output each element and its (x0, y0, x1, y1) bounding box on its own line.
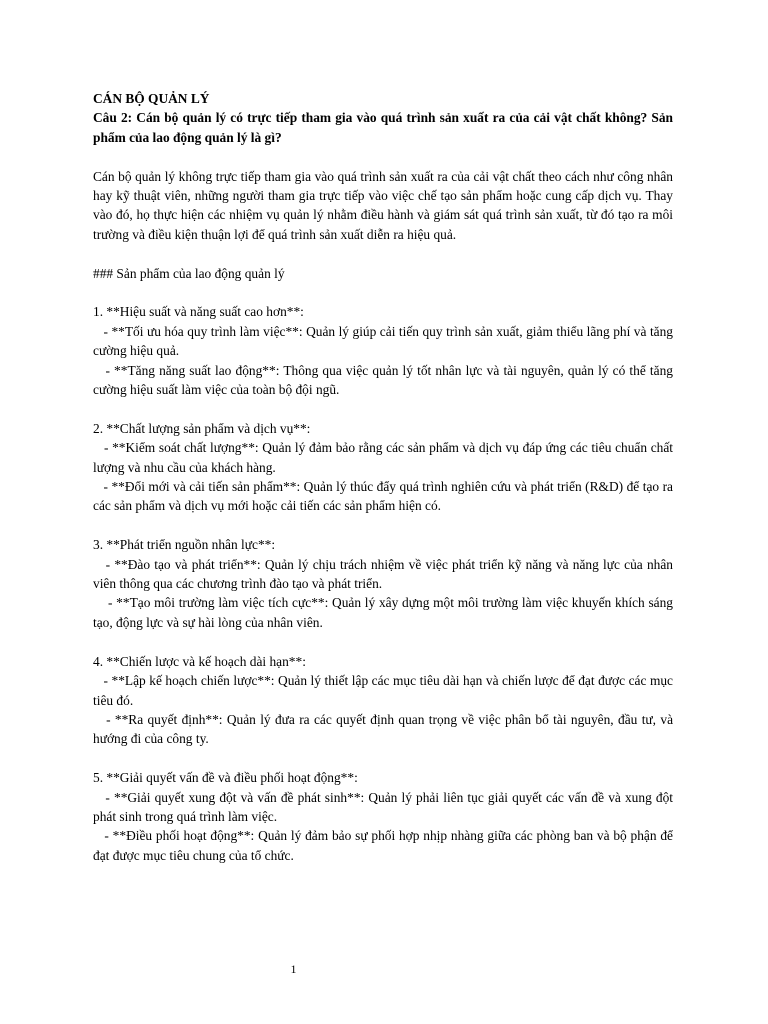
spacer (93, 244, 673, 263)
sub-item: - **Điều phối hoạt động**: Quản lý đảm bảo sự phối hợp nhịp nhàng giữa các phòng ban và bộ phận để đạt được mục tiêu chung của tổ chức. (93, 828, 673, 863)
item-title: 2. **Chất lượng sản phẩm và dịch vụ**: (93, 420, 311, 436)
list-item (93, 302, 673, 399)
sub-item: - **Kiểm soát chất lượng**: Quản lý đảm bảo rằng các sản phẩm và dịch vụ đáp ứng các tiêu chuẩn chất lượng và nhu cầu của khách hàng. (93, 440, 673, 475)
spacer (93, 147, 673, 166)
document-page (93, 89, 673, 865)
item-title: 1. **Hiệu suất và năng suất cao hơn**: (93, 304, 304, 320)
spacer (93, 632, 673, 651)
sub-item: - **Tối ưu hóa quy trình làm việc**: Quản lý giúp cải tiến quy trình sản xuất, giảm thiểu lãng phí và tăng cường hiệu quả. (93, 323, 673, 359)
list-item (93, 652, 673, 749)
intro-paragraph: Cán bộ quản lý không trực tiếp tham gia vào quá trình sản xuất ra của cải vật chất theo cách như công nhân hay kỹ thuật viên, những người tham gia trực tiếp vào việc chế tạo sản phẩm hoặc cung cấp dịch vụ. Thay vào đó, họ thực hiện các nhiệm vụ quản lý nhằm điều hành và giám sát quá trình sản xuất, từ đó tạo ra môi trường và điều kiện thuận lợi để quá trình sản xuất diễn ra hiệu quả. (93, 168, 673, 242)
item-title: 5. **Giải quyết vấn đề và điều phối hoạt động**: (93, 770, 358, 786)
spacer (93, 399, 673, 418)
item-title: 4. **Chiến lược và kế hoạch dài hạn**: (93, 653, 306, 669)
question-text: Câu 2: Cán bộ quản lý có trực tiếp tham gia vào quá trình sản xuất ra của cải vật chất không? Sản phẩm của lao động quản lý là gì? (93, 110, 673, 145)
list-item (93, 768, 673, 865)
spacer (93, 516, 673, 535)
sub-item: - **Lập kế hoạch chiến lược**: Quản lý thiết lập các mục tiêu dài hạn và chiến lược để đạt được các mục tiêu đó. (93, 673, 673, 708)
sub-item: - **Đào tạo và phát triển**: Quản lý chịu trách nhiệm về việc phát triển kỹ năng và năng lực của nhân viên thông qua các chương trình đào tạo và phát triển. (93, 556, 674, 592)
sub-item: - **Giải quyết xung đột và vấn đề phát sinh**: Quản lý phải liên tục giải quyết các vấn đề và xung đột phát sinh trong quá trình làm việc. (93, 789, 674, 824)
spacer (93, 749, 673, 768)
list-item (93, 419, 673, 516)
sub-item: - **Tăng năng suất lao động**: Thông qua việc quản lý tốt nhân lực và tài nguyên, quản lý có thể tăng cường hiệu suất làm việc của toàn bộ đội ngũ. (93, 362, 673, 398)
spacer (93, 283, 673, 302)
list-item (93, 535, 673, 632)
sub-item: - **Ra quyết định**: Quản lý đưa ra các quyết định quan trọng về việc phân bổ tài nguyên, đầu tư, và hướng đi của công ty. (93, 711, 674, 747)
document-heading: CÁN BỘ QUẢN LÝ (93, 91, 210, 106)
item-title: 3. **Phát triển nguồn nhân lực**: (93, 537, 276, 553)
sub-item: - **Đổi mới và cải tiến sản phẩm**: Quản lý thúc đẩy quá trình nghiên cứu và phát triển (R&D) để tạo ra các sản phẩm và dịch vụ mới hoặc cải tiến các sản phẩm hiện có. (93, 479, 673, 514)
sub-item: - **Tạo môi trường làm việc tích cực**: Quản lý xây dựng một môi trường làm việc khuyến khích sáng tạo, động lực và sự hài lòng của nhân viên. (93, 595, 674, 630)
page-number: 1 (290, 962, 297, 976)
section-title: ### Sản phẩm của lao động quản lý (93, 265, 285, 281)
